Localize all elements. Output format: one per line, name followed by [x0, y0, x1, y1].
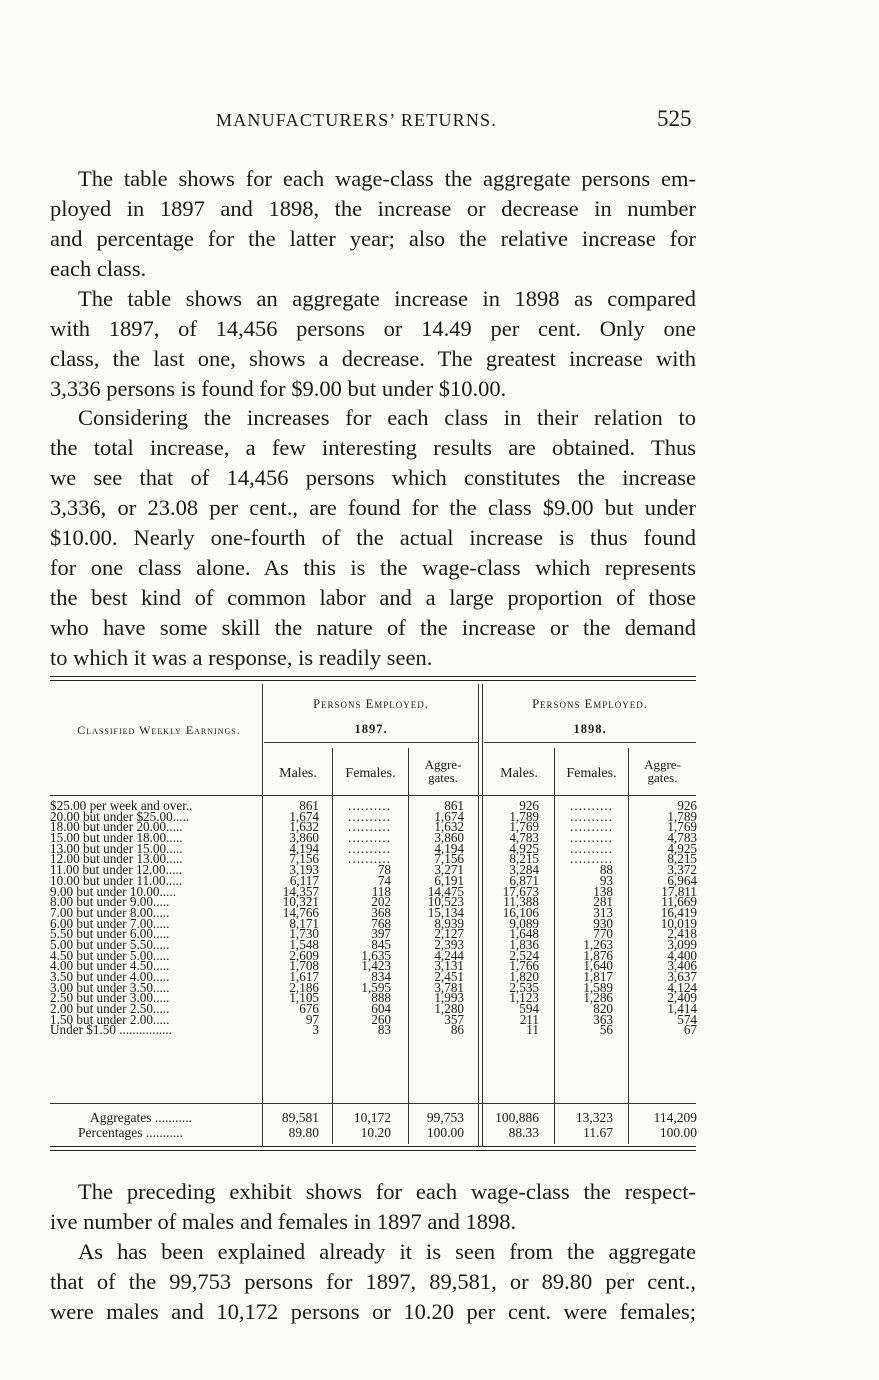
males-1897: 14,766 — [282, 904, 319, 920]
group-label-1898: Persons Employed. — [532, 697, 648, 711]
aggregates-1898: 4,925 — [667, 840, 697, 856]
year-1897: 1897. — [354, 722, 388, 736]
females-1898: 1,817 — [583, 969, 613, 984]
females-1898: 56 — [599, 1022, 613, 1038]
females-1898: 138 — [593, 883, 613, 899]
males-1898: 1,766 — [509, 958, 539, 974]
row-label: $25.00 per week and over.. — [50, 798, 193, 813]
females-1897: 202 — [371, 894, 391, 910]
aggregates-1898: 4,783 — [667, 830, 697, 846]
table-top-rule — [50, 676, 696, 677]
females-1898: 281 — [593, 894, 613, 910]
aggregates-1898: 1,789 — [667, 808, 697, 824]
aggregates-1897: 1,632 — [434, 819, 464, 835]
aggregates-1898: 8,215 — [667, 851, 697, 867]
males-1898: 6,871 — [509, 872, 539, 888]
males-1898: 2,535 — [509, 979, 539, 995]
text-line: we see that of 14,456 persons which constitutes the increase — [50, 465, 696, 490]
aggregates-1897: 6,191 — [434, 872, 464, 888]
females-1898: .......... — [570, 851, 613, 867]
paragraph-5 — [50, 1237, 696, 1327]
females-1897: 1,423 — [361, 958, 391, 974]
text-line: As has been explained already it is seen from the aggregate — [78, 1239, 696, 1264]
females-1898: .......... — [570, 798, 613, 813]
percentages-row — [50, 1126, 700, 1140]
males-1898: 11,388 — [503, 894, 539, 910]
females-1898: 930 — [593, 915, 613, 931]
males-1897: 1,674 — [289, 808, 319, 824]
aggregates-1898: 1,769 — [667, 819, 697, 835]
males-1897: 10,321 — [282, 894, 319, 910]
females-1897: 845 — [371, 936, 391, 952]
group-label-1897: Persons Employed. — [313, 697, 429, 711]
males-1898: 100,886 — [495, 1110, 539, 1125]
text-line: The preceding exhibit shows for each wage-class the respect- — [78, 1179, 696, 1204]
aggregates-1897: 3,271 — [434, 862, 464, 878]
males-1897: 1,548 — [289, 936, 319, 952]
text-line: ive number of males and females in 1897 and 1898. — [50, 1209, 517, 1234]
aggregates-1898: 4,124 — [667, 979, 697, 995]
females-1898: 820 — [593, 1001, 613, 1017]
females-1898: .......... — [570, 840, 613, 856]
aggregates-1898: 3,637 — [667, 969, 697, 984]
text-line: the total increase, a few interesting results are obtained. Thus — [50, 435, 696, 460]
males-1897: 676 — [299, 1001, 319, 1017]
table-row — [50, 1111, 700, 1125]
aggregates-1897: 4,244 — [434, 947, 464, 963]
row-label: 1.50 but under 2.00..... — [50, 1011, 170, 1027]
table-row — [50, 1126, 700, 1140]
aggregates-1897: 861 — [444, 798, 464, 813]
males-1898: 4,783 — [509, 830, 539, 846]
males-1897: 2,609 — [289, 947, 319, 963]
aggregates-1898: 3,099 — [667, 936, 697, 952]
males-1897: 89,581 — [281, 1110, 319, 1125]
paragraph-2 — [50, 284, 696, 404]
females-1897: .......... — [348, 808, 391, 824]
males-1897: 3,193 — [289, 862, 319, 878]
table-top-rule-2 — [50, 680, 696, 681]
row-label: 8.00 but under 9.00..... — [50, 894, 170, 910]
row-label: 9.00 but under 10.00..... — [50, 883, 177, 899]
males-1897: 4,194 — [289, 840, 319, 856]
text-line: The table shows an aggregate increase in 1898 as compared — [78, 286, 696, 311]
col-males-1898: Males. — [500, 766, 538, 781]
row-label: 12.00 but under 13.00..... — [50, 851, 183, 867]
females-1898: 1,589 — [583, 979, 613, 995]
paragraph-3 — [50, 403, 696, 673]
aggregates-1897: 8,939 — [434, 915, 464, 931]
aggregates-1898: 10,019 — [660, 915, 697, 931]
year-1898: 1898. — [573, 722, 607, 736]
females-1897: 368 — [371, 904, 391, 920]
group-rule — [264, 742, 478, 743]
females-1897: 768 — [371, 915, 391, 931]
males-1897: 3,860 — [289, 830, 319, 846]
row-label: 3.50 but under 4.00..... — [50, 969, 170, 984]
females-1897: 834 — [371, 969, 391, 984]
stub-header: Classified Weekly Earnings. — [77, 723, 241, 737]
aggregates-1898: 100.00 — [659, 1125, 697, 1140]
females-1897: 10.20 — [360, 1125, 391, 1140]
row-label: 20.00 but under $25.00..... — [50, 808, 190, 824]
males-1898: 1,836 — [509, 936, 539, 952]
aggregates-1897: 15,134 — [427, 904, 464, 920]
text-line: each class. — [50, 256, 147, 281]
males-1897: 14,357 — [282, 883, 319, 899]
males-1898: 1,789 — [509, 808, 539, 824]
table-body — [50, 798, 700, 1038]
males-1897: 7,156 — [289, 851, 319, 867]
females-1897: 10,172 — [353, 1110, 391, 1125]
text-line: class, the last one, shows a decrease. The greatest increase with — [50, 346, 696, 371]
text-line: ployed in 1897 and 1898, the increase or decrease in number — [50, 196, 696, 221]
aggregates-1898: 3,372 — [667, 862, 697, 878]
females-1897: 118 — [371, 883, 391, 899]
females-1898: .......... — [570, 808, 613, 824]
aggregates-1898: 17,811 — [661, 883, 697, 899]
aggregates-1897: 3,781 — [434, 979, 464, 995]
row-label: 5.00 but under 5.50..... — [50, 936, 170, 952]
text-line: to which it was a response, is readily seen. — [50, 645, 433, 670]
aggregates-1898: 1,414 — [667, 1001, 697, 1017]
males-1897: 3 — [312, 1022, 319, 1038]
females-1898: 363 — [593, 1011, 613, 1027]
males-1897: 2,186 — [289, 979, 319, 995]
table-bottom-rule — [50, 1146, 696, 1147]
females-1898: 313 — [593, 904, 613, 920]
females-1898: 1,640 — [583, 958, 613, 974]
page-number: 525 — [657, 106, 692, 131]
aggregates-1898: 2,409 — [667, 990, 697, 1006]
females-1898: 770 — [593, 926, 613, 942]
aggregates-1897: 100.00 — [426, 1125, 464, 1140]
aggregates-1897: 2,127 — [434, 926, 464, 942]
aggregates-1898: 3,406 — [667, 958, 697, 974]
aggregates-1898: 4,400 — [667, 947, 697, 963]
males-1898: 594 — [519, 1001, 539, 1017]
females-1897: .......... — [348, 851, 391, 867]
males-1898: 1,123 — [509, 990, 539, 1006]
row-label: 2.00 but under 2.50..... — [50, 1001, 170, 1017]
females-1898: 88 — [599, 862, 613, 878]
aggregates-1897: 3,131 — [434, 958, 464, 974]
females-1897: 397 — [371, 926, 391, 942]
females-1898: .......... — [570, 819, 613, 835]
aggregates-1897: 86 — [450, 1022, 464, 1038]
females-1897: 888 — [371, 990, 391, 1006]
text-line: with 1897, of 14,456 persons or 14.49 per cent. Only one — [50, 316, 696, 341]
aggregates-1897: 1,280 — [434, 1001, 464, 1017]
row-label: 5.50 but under 6.00..... — [50, 926, 170, 942]
females-1897: 78 — [377, 862, 391, 878]
males-1898: 211 — [519, 1011, 539, 1027]
males-1897: 89.80 — [288, 1125, 319, 1140]
females-1898: 1,263 — [583, 936, 613, 952]
females-1897: .......... — [348, 830, 391, 846]
text-line: The table shows for each wage-class the aggregate persons em- — [78, 166, 696, 191]
text-line: $10.00. Nearly one-fourth of the actual increase is thus found — [50, 525, 696, 550]
aggregates-1897: 2,451 — [434, 969, 464, 984]
row-label: Under $1.50 ................ — [50, 1022, 172, 1038]
aggregates-1898: 67 — [683, 1022, 697, 1038]
text-line: were males and 10,172 persons or 10.20 per cent. were females; — [50, 1299, 696, 1324]
row-label: 4.50 but under 5.00..... — [50, 947, 170, 963]
females-1898: 93 — [599, 872, 613, 888]
females-1898: 11.67 — [583, 1125, 613, 1140]
aggregates-1897: 10,523 — [427, 894, 464, 910]
males-1897: 1,105 — [289, 990, 319, 1006]
males-1898: 8,215 — [509, 851, 539, 867]
females-1898: .......... — [570, 830, 613, 846]
males-1897: 1,708 — [289, 958, 319, 974]
text-line: the best kind of common labor and a large proportion of those — [50, 585, 696, 610]
males-1897: 6,117 — [289, 872, 319, 888]
aggregates-1898: 926 — [677, 798, 697, 813]
col-aggregates-1897: Aggre- gates. — [424, 757, 462, 785]
header-bottom-rule — [50, 795, 696, 796]
males-1897: 1,730 — [289, 926, 319, 942]
row-label: 4.00 but under 4.50..... — [50, 958, 170, 974]
males-1898: 11 — [526, 1022, 539, 1038]
aggregates-1897: 7,156 — [434, 851, 464, 867]
aggregates-row — [50, 1111, 700, 1125]
males-1898: 3,284 — [509, 862, 539, 878]
males-1897: 1,632 — [289, 819, 319, 835]
paragraph-4 — [50, 1177, 696, 1237]
text-line: and percentage for the latter year; also the relative increase for — [50, 226, 696, 251]
row-label: 3.00 but under 3.50..... — [50, 979, 170, 995]
aggregates-1897: 3,860 — [434, 830, 464, 846]
males-1898: 1,820 — [509, 969, 539, 984]
males-1898: 9,089 — [509, 915, 539, 931]
females-1898: 1,876 — [583, 947, 613, 963]
running-title: MANUFACTURERS’ RETURNS. — [216, 110, 497, 130]
females-1897: 604 — [371, 1001, 391, 1017]
text-line: Considering the increases for each class in their relation to — [78, 405, 696, 430]
males-1898: 16,106 — [502, 904, 539, 920]
aggregates-1897: 1,993 — [434, 990, 464, 1006]
row-label: 7.00 but under 8.00..... — [50, 904, 170, 920]
row-label: Aggregates ........... — [90, 1110, 192, 1125]
aggregates-1898: 6,964 — [667, 872, 697, 888]
text-line: who have some skill the nature of the increase or the demand — [50, 615, 696, 640]
aggregates-1898: 16,419 — [660, 904, 697, 920]
aggregates-1897: 357 — [444, 1011, 464, 1027]
females-1898: 1,286 — [583, 990, 613, 1006]
col-females-1897: Females. — [345, 766, 396, 781]
row-label: 15.00 but under 18.00..... — [50, 830, 183, 846]
aggregates-1898: 114,209 — [653, 1110, 697, 1125]
text-line: that of the 99,753 persons for 1897, 89,581, or 89.80 per cent., — [50, 1269, 696, 1294]
col-aggregates-1898: Aggre- gates. — [644, 757, 681, 785]
aggregates-1897: 2,393 — [434, 936, 464, 952]
males-1898: 926 — [519, 798, 539, 813]
aggregates-1898: 11,669 — [661, 894, 697, 910]
col-females-1898: Females. — [566, 766, 617, 781]
text-line: 3,336 persons is found for $9.00 but under $10.00. — [50, 376, 507, 401]
table-row — [50, 1022, 700, 1038]
males-1898: 1,648 — [509, 926, 539, 942]
males-1897: 8,171 — [289, 915, 319, 931]
females-1898: 13,323 — [575, 1110, 613, 1125]
males-1897: 97 — [305, 1011, 319, 1027]
row-label: Percentages ........... — [78, 1125, 183, 1140]
totals-rule — [50, 1103, 696, 1104]
females-1897: .......... — [348, 840, 391, 856]
group-rule — [484, 742, 696, 743]
text-line: 3,336, or 23.08 per cent., are found for the class $9.00 but under — [50, 495, 696, 520]
aggregates-1897: 1,674 — [434, 808, 464, 824]
aggregates-1897: 14,475 — [427, 883, 464, 899]
table-bottom-rule-2 — [50, 1150, 696, 1151]
females-1897: .......... — [348, 798, 391, 813]
aggregates-1898: 574 — [677, 1011, 697, 1027]
aggregates-1897: 99,753 — [426, 1110, 464, 1125]
females-1897: 83 — [377, 1022, 391, 1038]
page-header — [0, 106, 879, 136]
row-label: 18.00 but under 20.00..... — [50, 819, 183, 835]
row-label: 10.00 but under 11.00..... — [50, 872, 183, 888]
females-1897: 1,595 — [361, 979, 391, 995]
paragraph-1 — [50, 164, 696, 284]
males-1898: 17,673 — [502, 883, 539, 899]
aggregates-1897: 4,194 — [434, 840, 464, 856]
males-1897: 861 — [299, 798, 319, 813]
text-line: for one class alone. As this is the wage-class which represents — [50, 555, 696, 580]
males-1898: 88.33 — [508, 1125, 539, 1140]
aggregates-1898: 2,418 — [667, 926, 697, 942]
males-1897: 1,617 — [289, 969, 319, 984]
row-label: 11.00 but under 12.00..... — [50, 862, 183, 878]
row-label: 2.50 but under 3.00..... — [50, 990, 170, 1006]
females-1897: 74 — [377, 872, 391, 888]
males-1898: 1,769 — [509, 819, 539, 835]
males-1898: 2,524 — [509, 947, 539, 963]
row-label: 13.00 but under 15.00..... — [50, 840, 183, 856]
females-1897: .......... — [348, 819, 391, 835]
females-1897: 260 — [371, 1011, 391, 1027]
col-males-1897: Males. — [279, 766, 317, 781]
row-label: 6.00 but under 7.00..... — [50, 915, 170, 931]
females-1897: 1,635 — [361, 947, 391, 963]
males-1898: 4,925 — [509, 840, 539, 856]
